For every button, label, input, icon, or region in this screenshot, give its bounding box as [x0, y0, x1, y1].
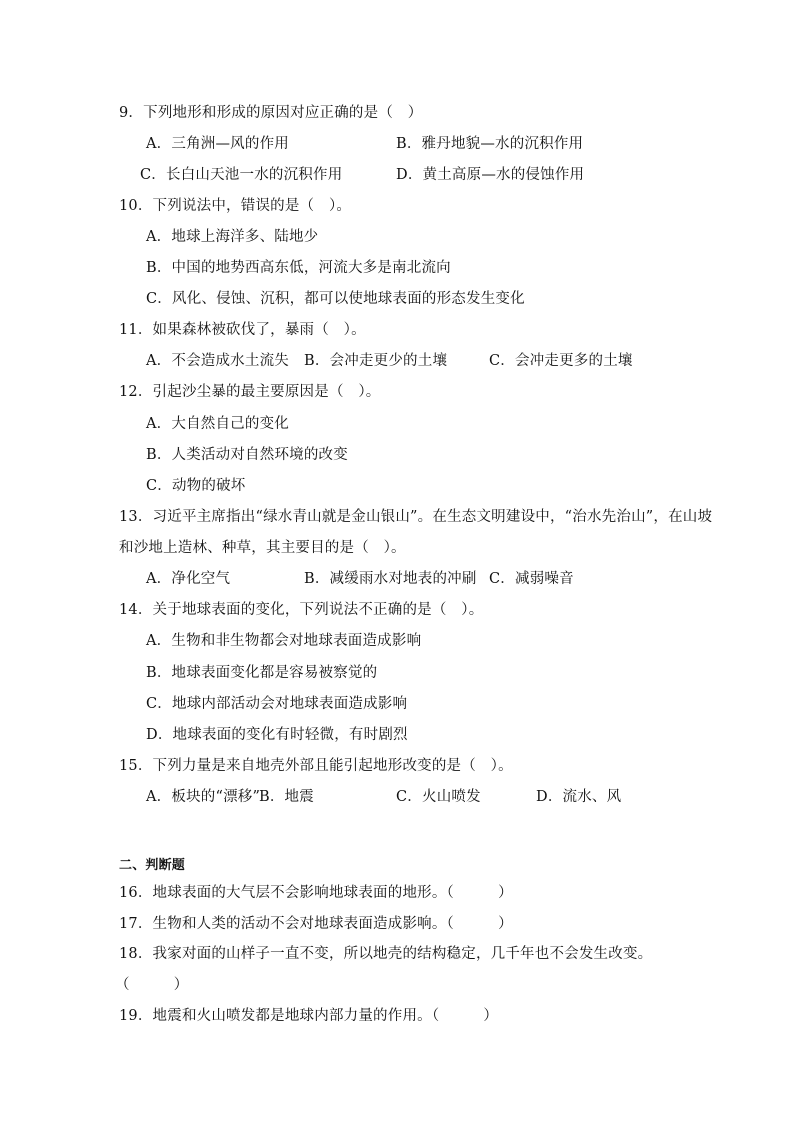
question-14-option-a: A．生物和非生物都会对地球表面造成影响: [146, 633, 422, 649]
question-9-option-b: B．雅丹地貌—水的沉积作用: [396, 136, 584, 152]
question-13-option-c: C．减弱噪音: [489, 571, 574, 587]
question-11-option-b: B．会冲走更少的土壤: [304, 353, 448, 369]
question-9-option-a: A．三角洲—风的作用: [146, 136, 289, 152]
question-15-option-a: A．板块的“漂移”: [146, 789, 261, 805]
question-18-answer-blank: （ ）: [115, 977, 189, 993]
section-title-true-false: 二、判断题: [119, 858, 186, 873]
question-10-option-b: B．中国的地势西高东低，河流大多是南北流向: [146, 260, 451, 276]
question-14-option-b: B．地球表面变化都是容易被察觉的: [146, 665, 378, 681]
question-13-stem-line-1: 13．习近平主席指出“绿水青山就是金山银山”。在生态文明建设中，“治水先治山”，在山坡: [119, 509, 713, 525]
question-12-stem: 12．引起沙尘暴的最主要原因是（ ）。: [119, 384, 381, 400]
question-9-stem: 9．下列地形和形成的原因对应正确的是（ ）: [119, 105, 423, 121]
question-16-stem: 16．地球表面的大气层不会影响地球表面的地形。（ ）: [119, 885, 513, 901]
question-13-option-a: A．净化空气: [146, 571, 231, 587]
question-12-option-a: A．大自然自己的变化: [146, 416, 289, 432]
question-14-option-d: D．地球表面的变化有时轻微，有时剧烈: [146, 727, 408, 743]
question-14-option-c: C．地球内部活动会对地球表面造成影响: [146, 696, 408, 712]
question-11-stem: 11．如果森林被砍伐了，暴雨（ ）。: [119, 322, 366, 338]
question-13-option-b: B．减缓雨水对地表的冲刷: [304, 571, 477, 587]
question-15-option-d: D．流水、风: [536, 789, 622, 805]
question-11-option-a: A．不会造成水土流失: [146, 353, 289, 369]
question-11-option-c: C．会冲走更多的土壤: [489, 353, 633, 369]
question-12-option-b: B．人类活动对自然环境的改变: [146, 447, 348, 463]
question-10-option-a: A．地球上海洋多、陆地少: [146, 229, 319, 245]
question-15-option-c: C．火山喷发: [396, 789, 481, 805]
question-17-stem: 17．生物和人类的活动不会对地球表面造成影响。（ ）: [119, 916, 513, 932]
question-15-stem: 15．下列力量是来自地壳外部且能引起地形改变的是（ ）。: [119, 758, 513, 774]
question-14-stem: 14．关于地球表面的变化，下列说法不正确的是（ ）。: [119, 602, 484, 618]
question-12-option-c: C．动物的破坏: [146, 478, 246, 494]
question-15-option-b: B．地震: [259, 789, 314, 805]
question-9-option-c: C．长白山天池一水的沉积作用: [140, 167, 343, 183]
question-10-stem: 10．下列说法中，错误的是（ ）。: [119, 198, 352, 214]
question-19-stem: 19．地震和火山喷发都是地球内部力量的作用。（ ）: [119, 1008, 499, 1024]
question-10-option-c: C．风化、侵蚀、沉积，都可以使地球表面的形态发生变化: [146, 291, 525, 307]
question-18-stem-line-1: 18．我家对面的山样子一直不变，所以地壳的结构稳定，几千年也不会发生改变。: [119, 946, 653, 962]
question-9-option-d: D．黄土高原—水的侵蚀作用: [396, 167, 585, 183]
question-13-stem-line-2: 和沙地上造林、种草，其主要目的是（ ）。: [119, 540, 406, 556]
